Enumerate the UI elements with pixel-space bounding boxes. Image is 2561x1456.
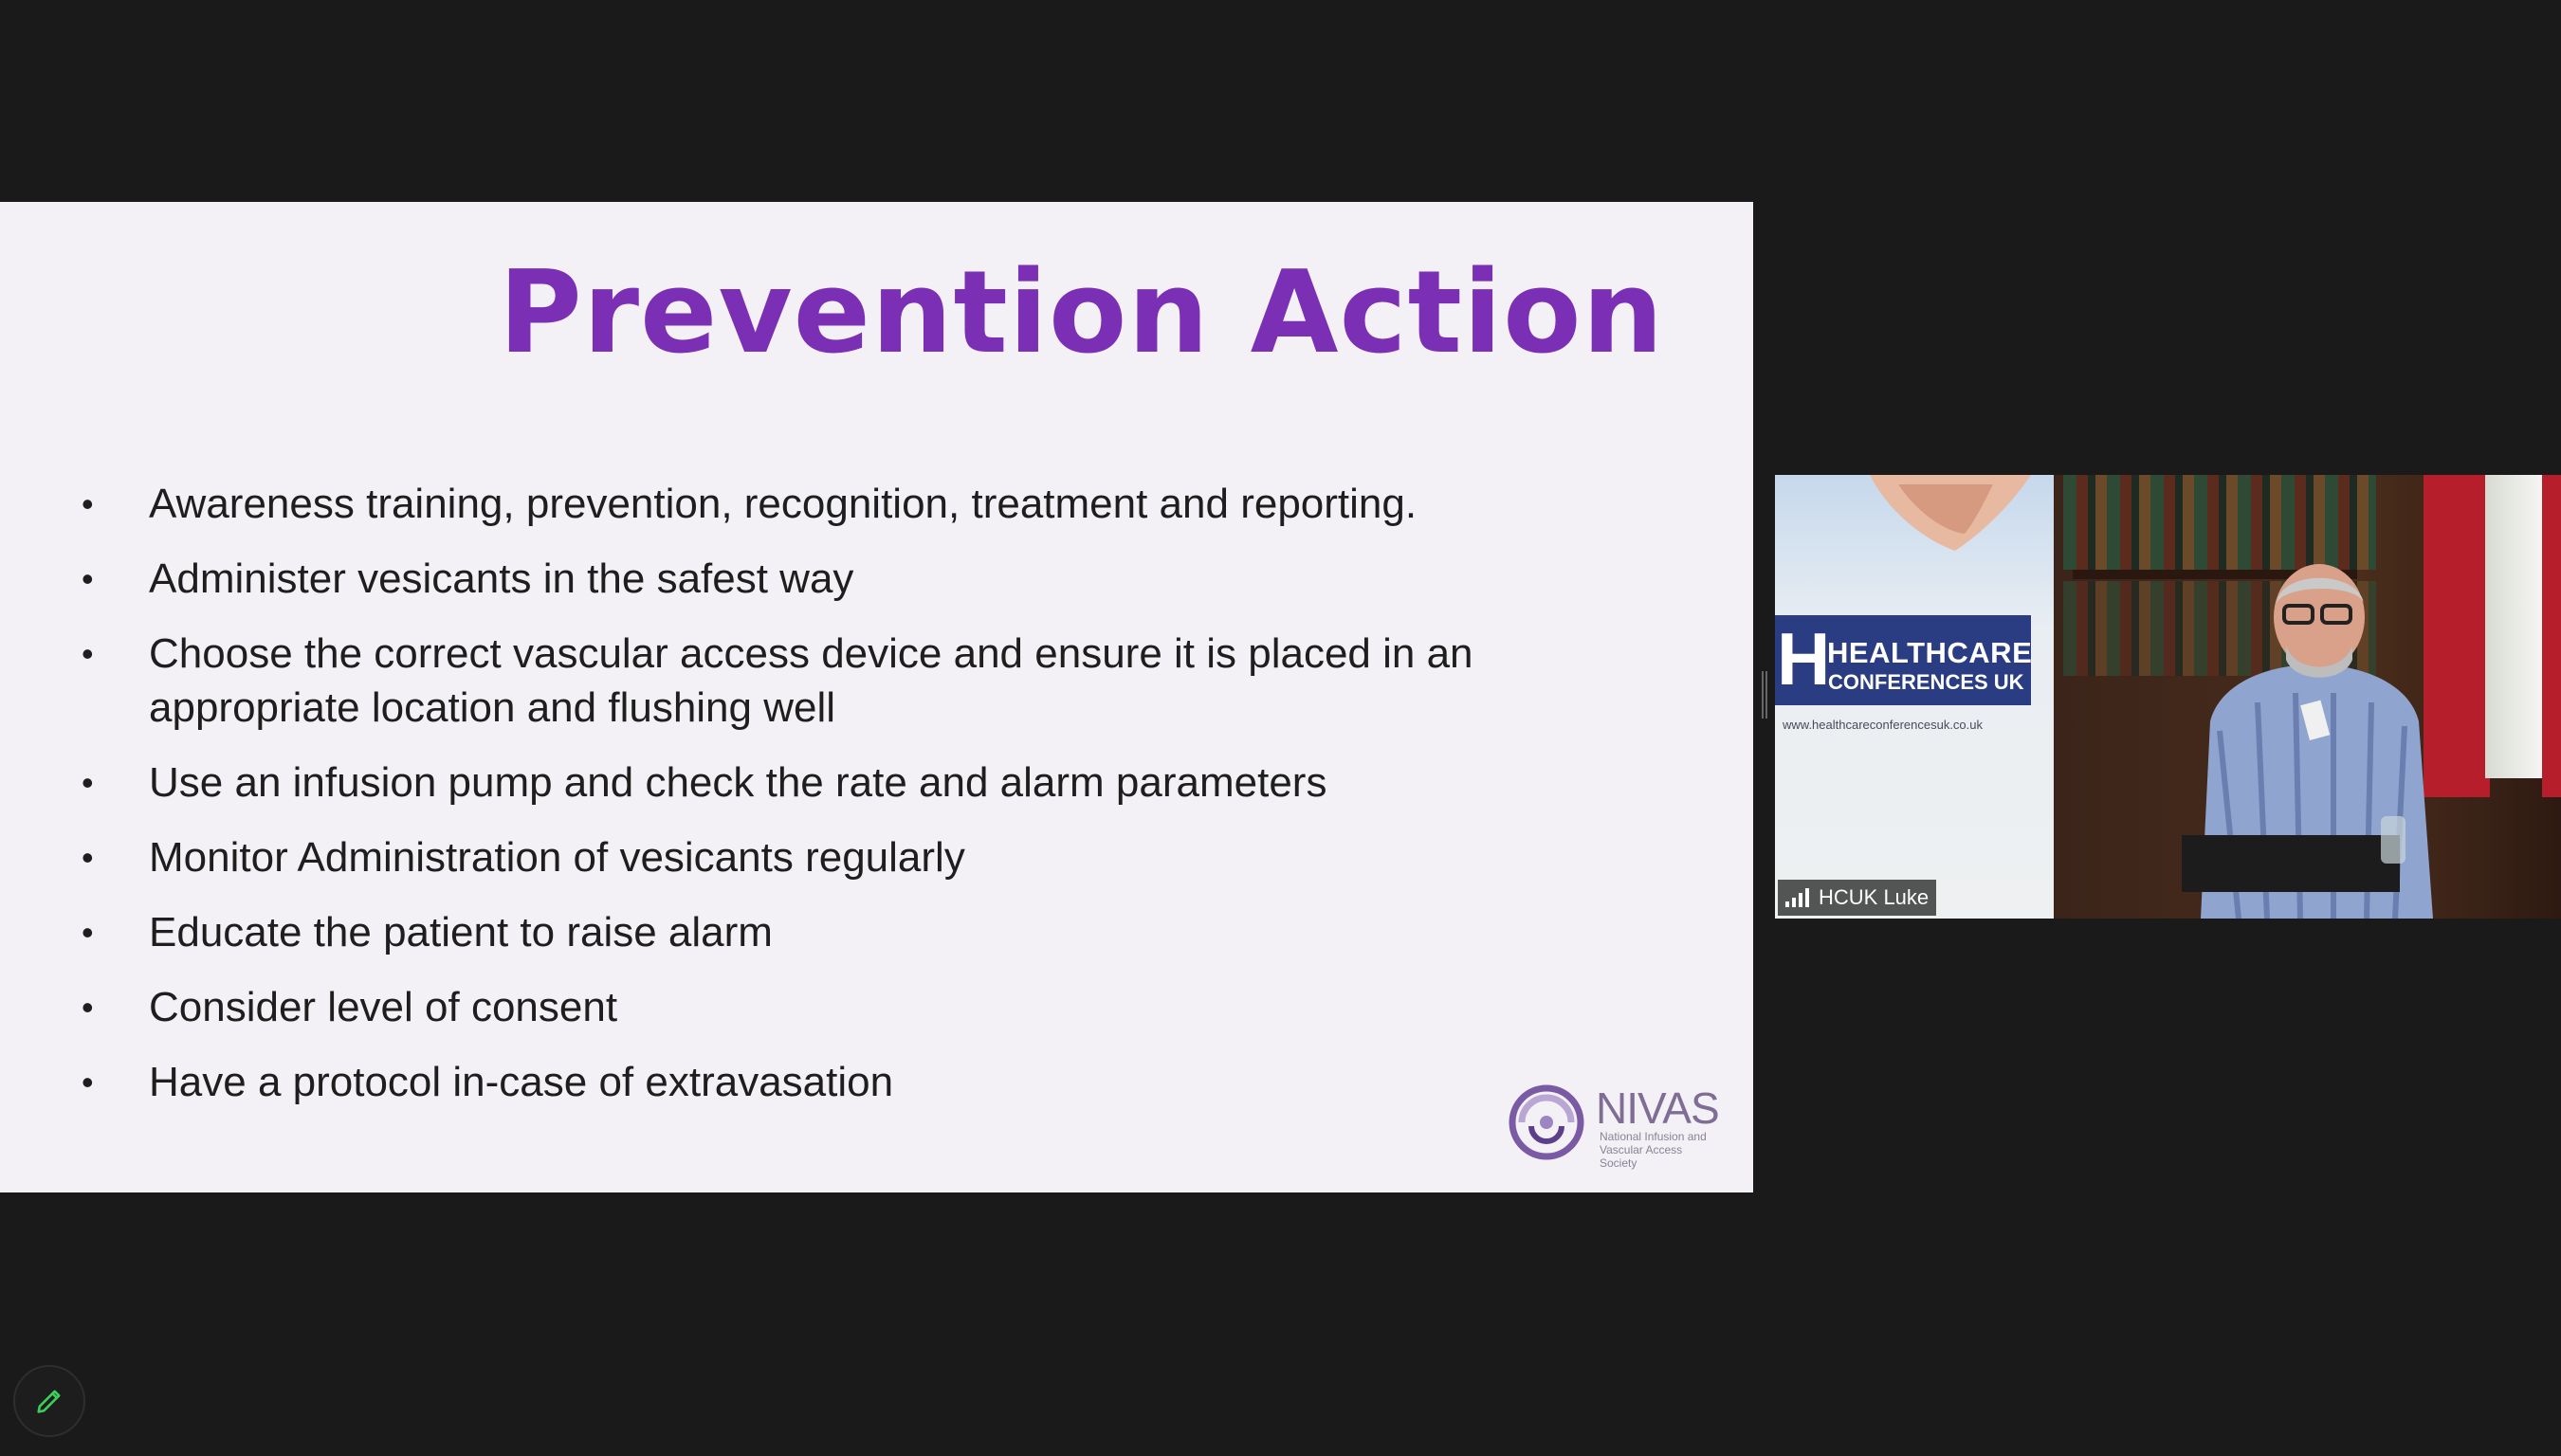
bullet-text: Educate the patient to raise alarm bbox=[149, 909, 773, 956]
bullet-item bbox=[82, 830, 1561, 884]
conference-banner bbox=[1775, 475, 2054, 919]
bullet-item bbox=[82, 905, 1561, 959]
pencil-icon bbox=[33, 1385, 65, 1417]
nivas-swirl-icon bbox=[1503, 1084, 1592, 1160]
curtain bbox=[2542, 475, 2561, 797]
bullet-item bbox=[82, 627, 1561, 735]
bullet-list bbox=[82, 477, 1561, 1130]
bullet-icon: • bbox=[82, 913, 94, 952]
banner-url: www.healthcareconferencesuk.co.uk bbox=[1783, 718, 1984, 732]
resize-handle[interactable] bbox=[1762, 671, 1767, 719]
bullet-icon: • bbox=[82, 763, 94, 802]
bullet-icon: • bbox=[82, 1063, 94, 1101]
participant-name-tag bbox=[1778, 880, 1936, 916]
bullet-item bbox=[82, 552, 1561, 606]
bullet-text: Use an infusion pump and check the rate and alarm parameters bbox=[149, 759, 1327, 806]
bullet-item bbox=[82, 477, 1561, 531]
bullet-item bbox=[82, 755, 1561, 810]
bullet-text: Consider level of consent bbox=[149, 984, 618, 1030]
bullet-text: Choose the correct vascular access device and ensure it is placed in an appropriate location and flushing well bbox=[149, 630, 1473, 731]
banner-badge bbox=[1775, 615, 2031, 705]
bullet-text: Administer vesicants in the safest way bbox=[149, 555, 854, 602]
presentation-slide bbox=[0, 202, 1753, 1192]
banner-initial: H bbox=[1777, 617, 1831, 701]
participant-name: HCUK Luke bbox=[1819, 885, 1930, 909]
bullet-item bbox=[82, 1055, 1561, 1109]
bullet-item bbox=[82, 980, 1561, 1034]
banner-line2: CONFERENCES UK bbox=[1828, 670, 2024, 694]
bullet-icon: • bbox=[82, 988, 94, 1027]
annotate-button[interactable] bbox=[13, 1365, 85, 1437]
logo-name: NIVAS bbox=[1596, 1083, 1719, 1133]
bullet-text: Awareness training, prevention, recognition, treatment and reporting. bbox=[149, 481, 1418, 527]
bullet-icon: • bbox=[82, 559, 94, 598]
bullet-icon: • bbox=[82, 634, 94, 673]
signal-bars-icon bbox=[1785, 888, 1809, 907]
bookshelf-top bbox=[2063, 475, 2376, 570]
banner-line1: HEALTHCARE bbox=[1827, 636, 2033, 669]
room-background bbox=[2054, 475, 2561, 919]
speaker-video-tile[interactable] bbox=[1775, 475, 2561, 919]
hands-image bbox=[1813, 475, 2040, 608]
bullet-text: Have a protocol in-case of extravasation bbox=[149, 1059, 894, 1105]
speaker-figure bbox=[2163, 560, 2466, 919]
nivas-logo bbox=[1503, 1083, 1723, 1170]
logo-subtitle: National Infusion and Vascular Access Society bbox=[1600, 1130, 1707, 1170]
bullet-text: Monitor Administration of vesicants regularly bbox=[149, 834, 965, 881]
bullet-icon: • bbox=[82, 838, 94, 877]
bullet-icon: • bbox=[82, 484, 94, 523]
slide-title: Prevention Action bbox=[498, 247, 1664, 379]
